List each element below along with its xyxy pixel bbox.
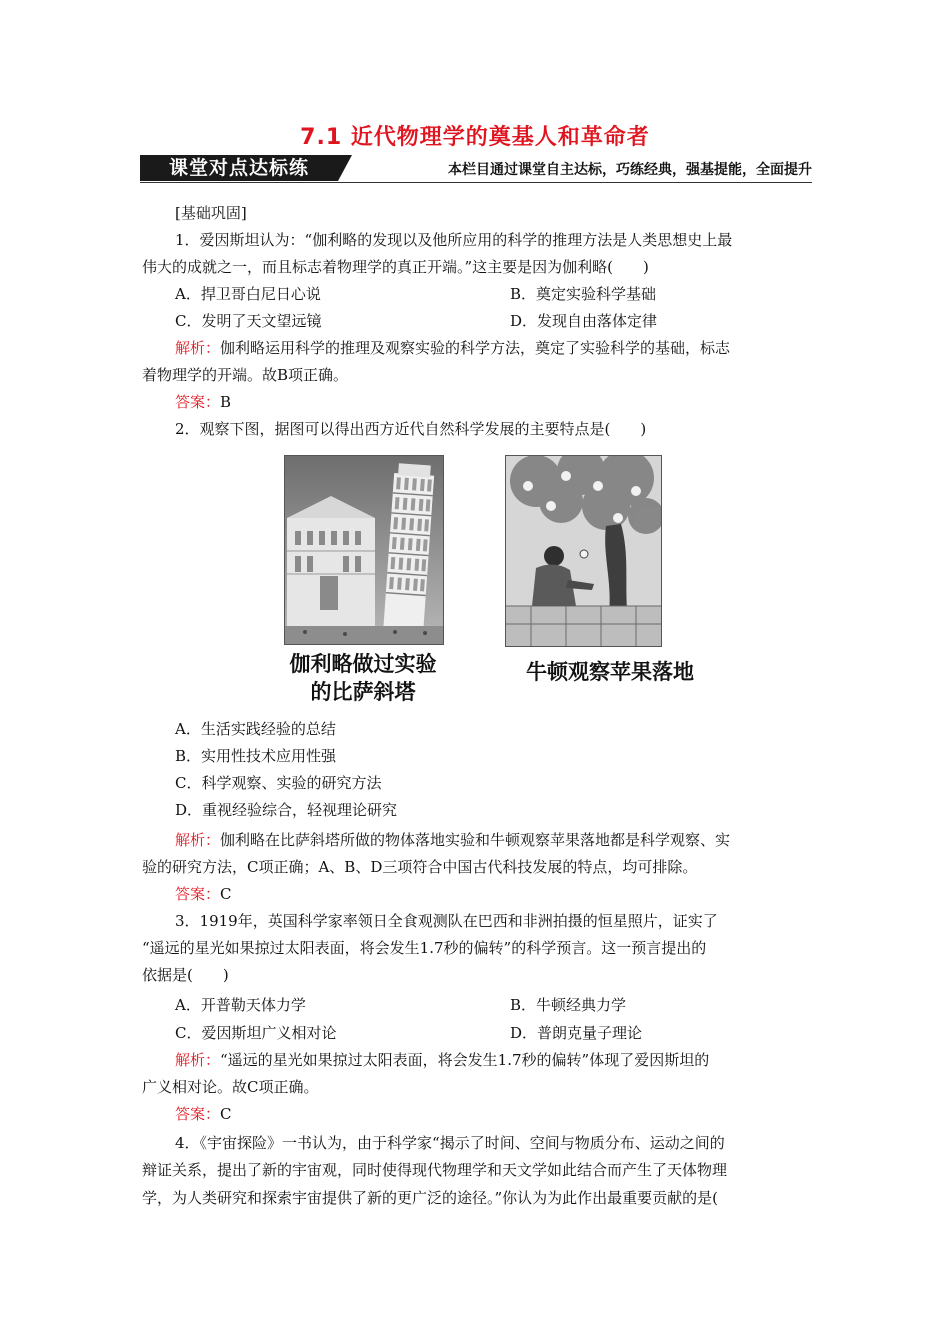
figure-right-caption: 牛顿观察苹果落地	[526, 660, 694, 684]
q1-answer-value: B	[220, 393, 232, 411]
q4-stem-line3: 学，为人类研究和探索宇宙提供了新的更广泛的途径。”你认为为此作出最重要贡献的是(	[142, 1189, 719, 1207]
q1-option-b: B．奠定实验科学基础	[510, 285, 657, 303]
q3-answer-label: 答案：	[175, 1105, 221, 1123]
newton-apple-tree-illustration	[505, 455, 662, 647]
q1-analysis-label: 解析：	[175, 339, 221, 357]
q3-option-b: B．牛顿经典力学	[510, 996, 627, 1014]
q1-answer	[175, 392, 231, 412]
q1-stem-line1: 1．爱因斯坦认为：“伽利略的发现以及他所应用的科学的推理方法是人类思想史上最	[175, 231, 733, 249]
banner-rule	[140, 182, 812, 183]
q2-option-c: C．科学观察、实验的研究方法	[175, 774, 382, 792]
q1-analysis-line2: 着物理学的开端。故B项正确。	[142, 366, 349, 384]
q3-option-a: A．开普勒天体力学	[175, 996, 306, 1014]
q3-stem-line2: “遥远的星光如果掠过太阳表面，将会发生1.7秒的偏转”的科学预言。这一预言提出的	[142, 939, 707, 957]
banner-decoration	[338, 155, 352, 181]
section-banner	[140, 155, 812, 183]
banner-text: 本栏目通过课堂自主达标，巧练经典，强基提能，全面提升	[448, 162, 812, 178]
q3-analysis-line2: 广义相对论。故C项正确。	[142, 1078, 319, 1096]
q2-stem-line1: 2．观察下图，据图可以得出西方近代自然科学发展的主要特点是( )	[175, 420, 647, 438]
q2-analysis-text: 伽利略在比萨斜塔所做的物体落地实验和牛顿观察苹果落地都是科学观察、实	[220, 831, 731, 849]
leaning-tower-photo	[284, 455, 444, 645]
q3-stem-line3: 依据是( )	[142, 966, 229, 984]
q2-option-a: A．生活实践经验的总结	[175, 720, 336, 738]
q3-stem-line1: 3．1919年，英国科学家率领日全食观测队在巴西和非洲拍摄的恒星照片，证实了	[175, 912, 718, 930]
q2-analysis-line2: 验的研究方法，C项正确；A、B、D三项符合中国古代科技发展的特点，均可排除。	[142, 858, 698, 876]
section-heading: [基础巩固]	[175, 204, 247, 222]
figure-left-caption-line2: 的比萨斜塔	[310, 680, 416, 704]
q3-analysis-label: 解析：	[175, 1051, 221, 1069]
q4-stem-line2: 辩证关系，提出了新的宇宙观，同时使得现代物理学和天文学如此结合而产生了天体物理	[142, 1161, 728, 1179]
q1-answer-label: 答案：	[175, 393, 221, 411]
q2-answer	[175, 884, 232, 904]
q3-option-d: D．普朗克量子理论	[510, 1024, 643, 1042]
q3-analysis-text: “遥远的星光如果掠过太阳表面，将会发生1.7秒的偏转”体现了爱因斯坦的	[220, 1051, 710, 1069]
q1-option-c: C．发明了天文望远镜	[175, 312, 322, 330]
figure-left-caption-line1: 伽利略做过实验	[289, 652, 437, 676]
q3-analysis-line1	[175, 1050, 709, 1070]
q2-option-b: B．实用性技术应用性强	[175, 747, 337, 765]
q3-option-c: C．爱因斯坦广义相对论	[175, 1024, 337, 1042]
q4-stem-line1: 4．《宇宙探险》一书认为，由于科学家“揭示了时间、空间与物质分布、运动之间的	[175, 1134, 725, 1152]
q1-option-a: A．捍卫哥白尼日心说	[175, 285, 321, 303]
q2-answer-label: 答案：	[175, 885, 221, 903]
q1-analysis-text: 伽利略运用科学的推理及观察实验的科学方法，奠定了实验科学的基础，标志	[220, 339, 731, 357]
q1-option-d: D．发现自由落体定律	[510, 312, 658, 330]
banner-label: 课堂对点达标练	[140, 155, 338, 181]
q2-analysis-label: 解析：	[175, 831, 221, 849]
q3-answer	[175, 1104, 232, 1124]
q1-analysis-line1	[175, 338, 730, 358]
q3-answer-value: C	[220, 1105, 232, 1123]
page-title: 7.1 近代物理学的奠基人和革命者	[300, 125, 650, 150]
q2-analysis-line1	[175, 830, 730, 850]
q1-stem-line2: 伟大的成就之一，而且标志着物理学的真正开端。”这主要是因为伽利略( )	[142, 258, 649, 276]
q2-option-d: D．重视经验综合，轻视理论研究	[175, 801, 398, 819]
q2-answer-value: C	[220, 885, 232, 903]
figure-left-caption	[270, 650, 456, 706]
